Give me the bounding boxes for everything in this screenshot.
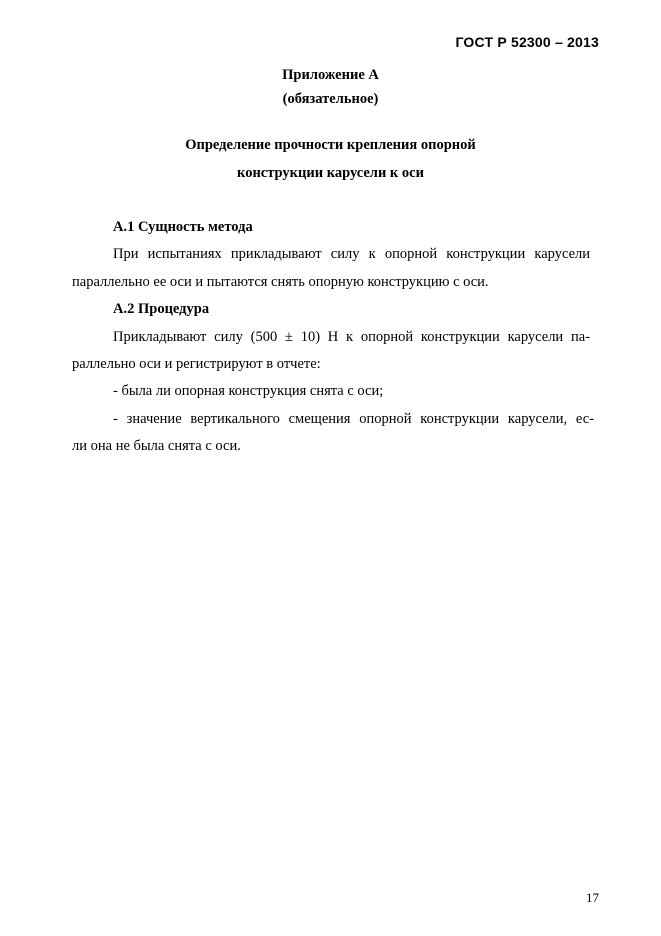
section-a1-heading: А.1 Сущность метода: [113, 219, 253, 235]
section-a2-paragraph-line: раллельно оси и регистрируют в отчете:: [72, 356, 321, 372]
appendix-title: Приложение А: [282, 67, 379, 83]
section-title-line-2: конструкции карусели к оси: [237, 165, 424, 181]
appendix-status: (обязательное): [282, 91, 379, 107]
section-a1-paragraph-line: При испытаниях прикладывают силу к опорной конструкции карусели: [113, 246, 590, 262]
section-a2-list-item: - значение вертикального смещения опорной конструкции карусели, ес-: [113, 411, 594, 427]
page-number: 17: [586, 890, 599, 905]
section-title-line-1: Определение прочности крепления опорной: [185, 137, 476, 153]
section-a2-list-item-continuation: ли она не была снята с оси.: [72, 438, 241, 454]
document-code: ГОСТ Р 52300 – 2013: [455, 34, 599, 50]
section-a1-paragraph-line: параллельно ее оси и пытаются снять опорную конструкцию с оси.: [72, 274, 489, 290]
section-a2-list-item: - была ли опорная конструкция снята с оси;: [113, 383, 384, 399]
section-a2-heading: А.2 Процедура: [113, 301, 210, 317]
section-a2-paragraph-line: Прикладывают силу (500 ± 10) Н к опорной конструкции карусели па-: [113, 329, 590, 345]
